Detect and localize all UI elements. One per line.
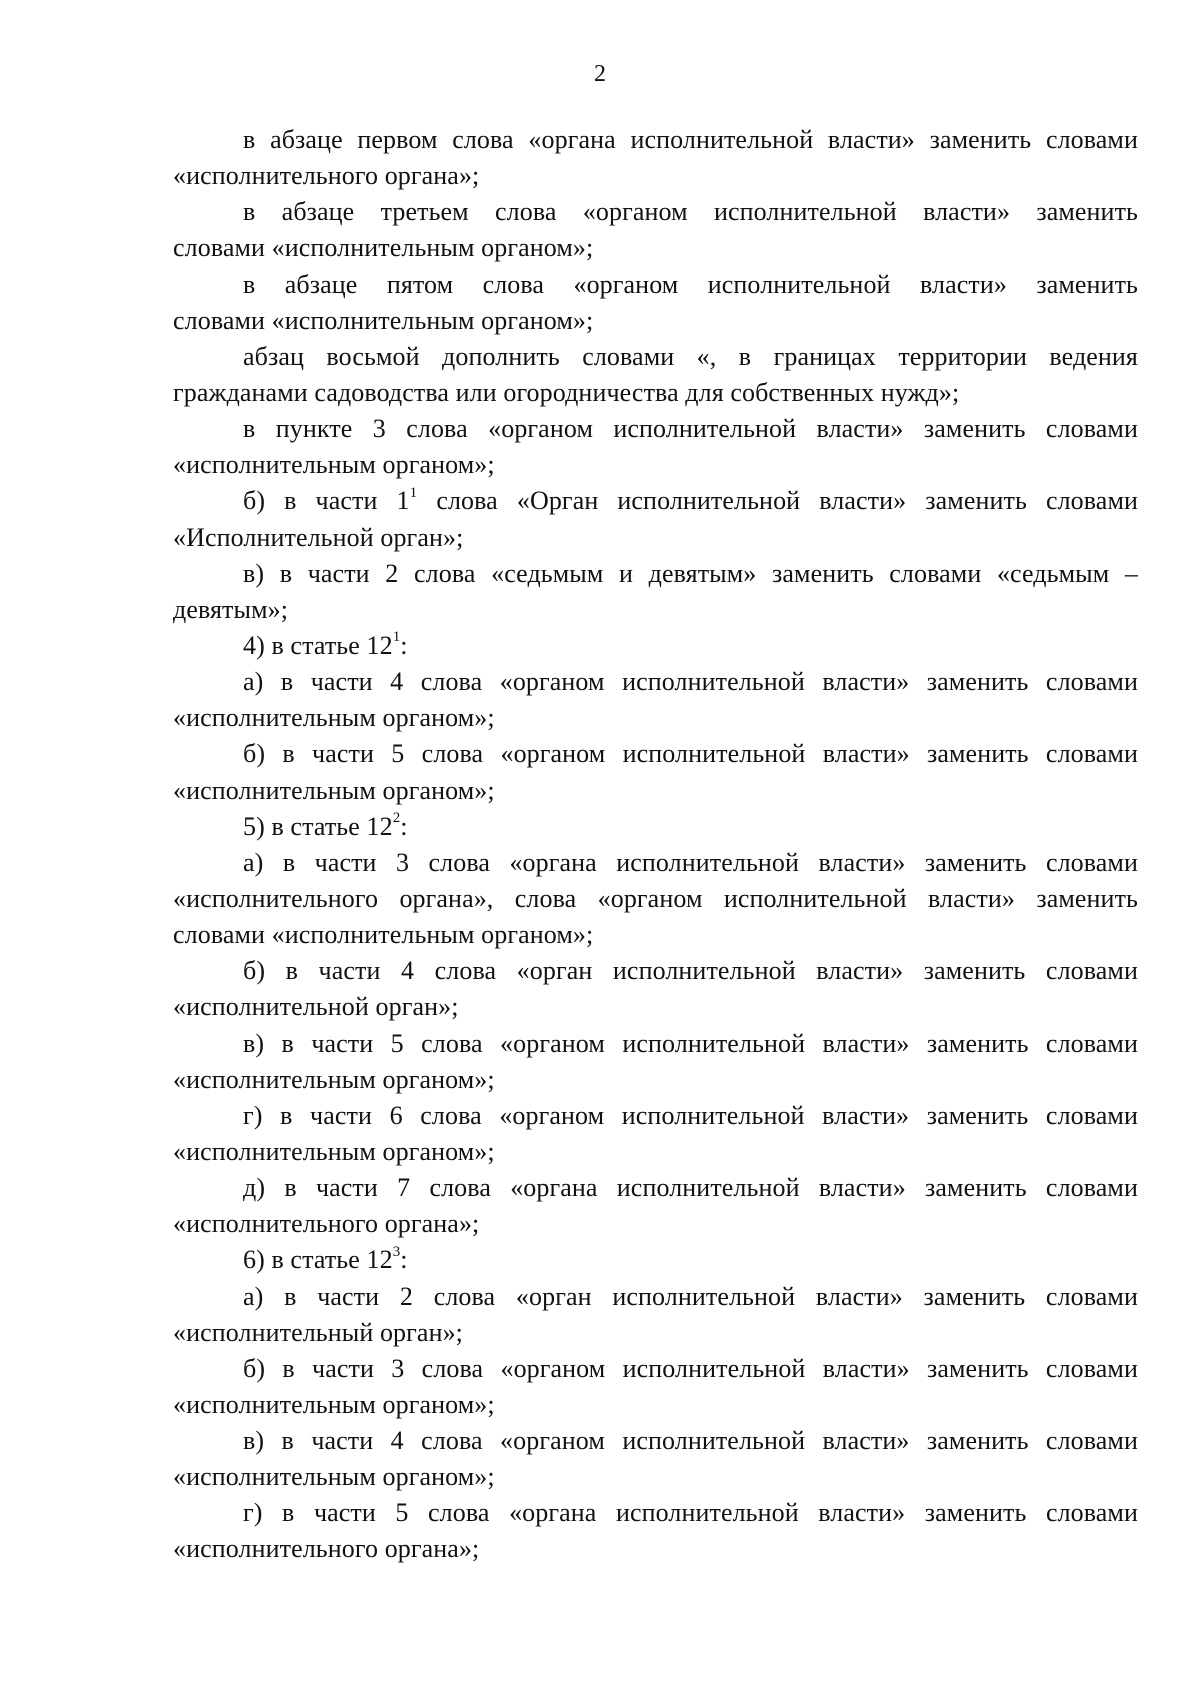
text-line	[173, 339, 1138, 375]
text-line	[173, 1423, 1138, 1459]
text-line	[173, 1531, 1138, 1567]
text-run: «исполнительным органом»;	[173, 1462, 495, 1492]
text-line	[173, 122, 1138, 158]
page-number: 2	[594, 61, 606, 87]
text-run: б) в части 1	[243, 486, 410, 516]
text-line	[173, 520, 1138, 556]
text-line	[173, 809, 1138, 845]
text-line	[173, 1062, 1138, 1098]
text-line	[173, 628, 1138, 664]
text-line	[173, 1351, 1138, 1387]
text-run: слова «Орган исполнительной власти» заменить словами	[417, 486, 1139, 516]
text-line	[173, 1459, 1138, 1495]
text-run: б) в части 5 слова «органом исполнительной власти» заменить словами	[243, 739, 1138, 769]
text-run: абзац восьмой дополнить словами «, в границах территории ведения	[243, 341, 1138, 371]
text-run: 6) в статье 12	[243, 1245, 393, 1275]
text-run: «исполнительного органа»;	[173, 1209, 480, 1239]
text-run: а) в части 4 слова «органом исполнительной власти» заменить словами	[243, 667, 1138, 697]
superscript: 2	[392, 810, 401, 827]
text-run: в) в части 2 слова «седьмым и девятым» заменить словами «седьмым –	[243, 558, 1138, 588]
text-line	[173, 483, 1138, 519]
text-run: в) в части 5 слова «органом исполнительной власти» заменить словами	[243, 1028, 1138, 1058]
text-run: в абзаце пятом слова «органом исполнительной власти» заменить	[243, 269, 1138, 299]
text-line	[173, 881, 1138, 917]
text-line	[173, 556, 1138, 592]
text-line	[173, 1315, 1138, 1351]
document-body	[173, 122, 1138, 1568]
text-line	[173, 158, 1138, 194]
text-line	[173, 194, 1138, 230]
text-run: «исполнительным органом»;	[173, 775, 495, 805]
text-run: гражданами садоводства или огородничества для собственных нужд»;	[173, 377, 960, 407]
text-line	[173, 411, 1138, 447]
text-line	[173, 1387, 1138, 1423]
text-run: в) в части 4 слова «органом исполнительной власти» заменить словами	[243, 1426, 1138, 1456]
text-line	[173, 1170, 1138, 1206]
text-line	[173, 267, 1138, 303]
text-line	[173, 845, 1138, 881]
text-run: словами «исполнительным органом»;	[173, 920, 594, 950]
text-run: г) в части 5 слова «органа исполнительной власти» заменить словами	[243, 1498, 1138, 1528]
text-line	[173, 1026, 1138, 1062]
text-run: «исполнительным органом»;	[173, 1389, 495, 1419]
text-run: «исполнительным органом»;	[173, 1136, 495, 1166]
text-line	[173, 700, 1138, 736]
text-line	[173, 989, 1138, 1025]
text-run: :	[400, 630, 408, 660]
text-run: «исполнительный орган»;	[173, 1317, 464, 1347]
text-line	[173, 447, 1138, 483]
text-line	[173, 1206, 1138, 1242]
text-run: б) в части 4 слова «орган исполнительной власти» заменить словами	[243, 956, 1138, 986]
text-run: а) в части 2 слова «орган исполнительной власти» заменить словами	[243, 1281, 1138, 1311]
text-run: «исполнительного органа»;	[173, 1534, 480, 1564]
superscript: 1	[392, 629, 401, 646]
text-run: «Исполнительной орган»;	[173, 522, 464, 552]
text-line	[173, 592, 1138, 628]
text-run: девятым»;	[173, 594, 289, 624]
text-run: д) в части 7 слова «органа исполнительной власти» заменить словами	[243, 1173, 1138, 1203]
text-line	[173, 773, 1138, 809]
text-run: 5) в статье 12	[243, 811, 393, 841]
text-line	[173, 303, 1138, 339]
text-line	[173, 1495, 1138, 1531]
text-run: «исполнительным органом»;	[173, 703, 495, 733]
text-run: словами «исполнительным органом»;	[173, 233, 594, 263]
text-line	[173, 1242, 1138, 1278]
text-line	[173, 1134, 1138, 1170]
text-run: в абзаце первом слова «органа исполнительной власти» заменить словами	[243, 125, 1138, 154]
text-run: г) в части 6 слова «органом исполнительной власти» заменить словами	[243, 1100, 1138, 1130]
text-run: «исполнительным органом»;	[173, 450, 495, 480]
text-run: б) в части 3 слова «органом исполнительной власти» заменить словами	[243, 1353, 1138, 1383]
text-run: «исполнительного органа», слова «органом исполнительной власти» заменить	[173, 883, 1138, 913]
text-run: «исполнительного органа»;	[173, 161, 480, 191]
superscript: 3	[392, 1243, 401, 1260]
text-run: а) в части 3 слова «органа исполнительной власти» заменить словами	[243, 847, 1138, 877]
text-line	[173, 736, 1138, 772]
text-line	[173, 1279, 1138, 1315]
text-line	[173, 230, 1138, 266]
superscript: 1	[409, 484, 418, 501]
text-run: :	[400, 1245, 408, 1275]
text-line	[173, 664, 1138, 700]
text-line	[173, 1098, 1138, 1134]
text-run: в абзаце третьем слова «органом исполнительной власти» заменить	[243, 197, 1138, 227]
text-run: 4) в статье 12	[243, 630, 393, 660]
text-line	[173, 917, 1138, 953]
text-run: «исполнительной орган»;	[173, 992, 459, 1022]
text-line	[173, 953, 1138, 989]
text-line	[173, 375, 1138, 411]
text-run: в пункте 3 слова «органом исполнительной власти» заменить словами	[243, 414, 1138, 444]
text-run: словами «исполнительным органом»;	[173, 305, 594, 335]
text-run: :	[400, 811, 408, 841]
text-run: «исполнительным органом»;	[173, 1064, 495, 1094]
